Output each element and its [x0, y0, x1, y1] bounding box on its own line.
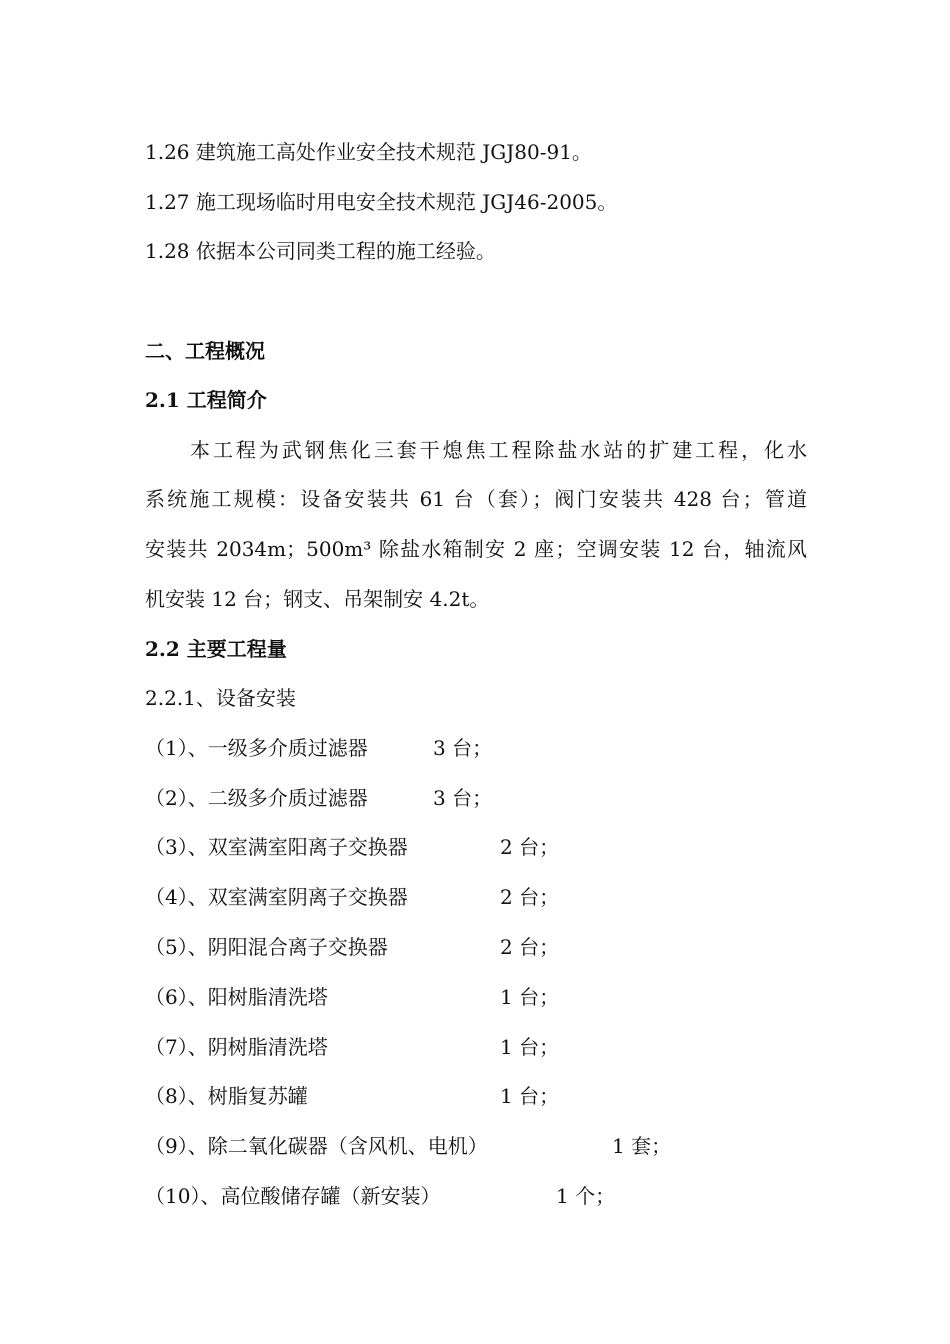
equipment-item-qty: 1 台； — [500, 985, 560, 1009]
equipment-item-name: （6）、阳树脂清洗塔 — [145, 985, 328, 1009]
equipment-item-name: （10）、高位酸储存罐（新安装） — [145, 1184, 441, 1208]
intro-paragraph-line-3: 安装共 2034m；500m³ 除盐水箱制安 2 座；空调安装 12 台，轴流风 — [145, 537, 807, 561]
equipment-item-name: （2）、二级多介质过滤器 — [145, 786, 368, 810]
equipment-item-name: （1）、一级多介质过滤器 — [145, 736, 368, 760]
equipment-item-qty: 1 台； — [500, 1035, 560, 1059]
equipment-item-qty: 2 台； — [500, 835, 560, 859]
intro-paragraph-line-2: 系统施工规模：设备安装共 61 台（套）；阀门安装共 428 台；管道 — [145, 487, 807, 511]
equipment-item-name: （9）、除二氧化碳器（含风机、电机） — [145, 1134, 488, 1158]
intro-paragraph-line-4: 机安装 12 台；钢支、吊架制安 4.2t。 — [145, 587, 490, 611]
basis-line-1-28: 1.28 依据本公司同类工程的施工经验。 — [145, 239, 496, 263]
equipment-item-qty: 3 台； — [433, 786, 493, 810]
basis-line-1-27: 1.27 施工现场临时用电安全技术规范 JGJ46-2005。 — [145, 190, 618, 214]
equipment-item-name: （7）、阴树脂清洗塔 — [145, 1035, 328, 1059]
subsection-heading-equipment-install: 2.2.1、设备安装 — [145, 686, 296, 710]
equipment-item-name: （4）、双室满室阴离子交换器 — [145, 885, 408, 909]
equipment-item-qty: 2 台； — [500, 935, 560, 959]
basis-line-1-26: 1.26 建筑施工高处作业安全技术规范 JGJ80-91。 — [145, 140, 592, 164]
subsection-heading-quantities: 2.2 主要工程量 — [145, 637, 287, 661]
equipment-item-qty: 1 套； — [612, 1134, 672, 1158]
equipment-item-qty: 1 台； — [500, 1084, 560, 1108]
subsection-heading-intro: 2.1 工程简介 — [145, 388, 267, 412]
equipment-item-name: （3）、双室满室阳离子交换器 — [145, 835, 408, 859]
equipment-item-qty: 3 台； — [433, 736, 493, 760]
equipment-item-qty: 2 台； — [500, 885, 560, 909]
intro-paragraph-line-1: 本工程为武钢焦化三套干熄焦工程除盐水站的扩建工程，化水 — [190, 438, 807, 462]
section-heading-overview: 二、工程概况 — [145, 339, 265, 363]
equipment-item-qty: 1 个； — [556, 1184, 616, 1208]
equipment-item-name: （8）、树脂复苏罐 — [145, 1084, 308, 1108]
equipment-item-name: （5）、阴阳混合离子交换器 — [145, 935, 388, 959]
